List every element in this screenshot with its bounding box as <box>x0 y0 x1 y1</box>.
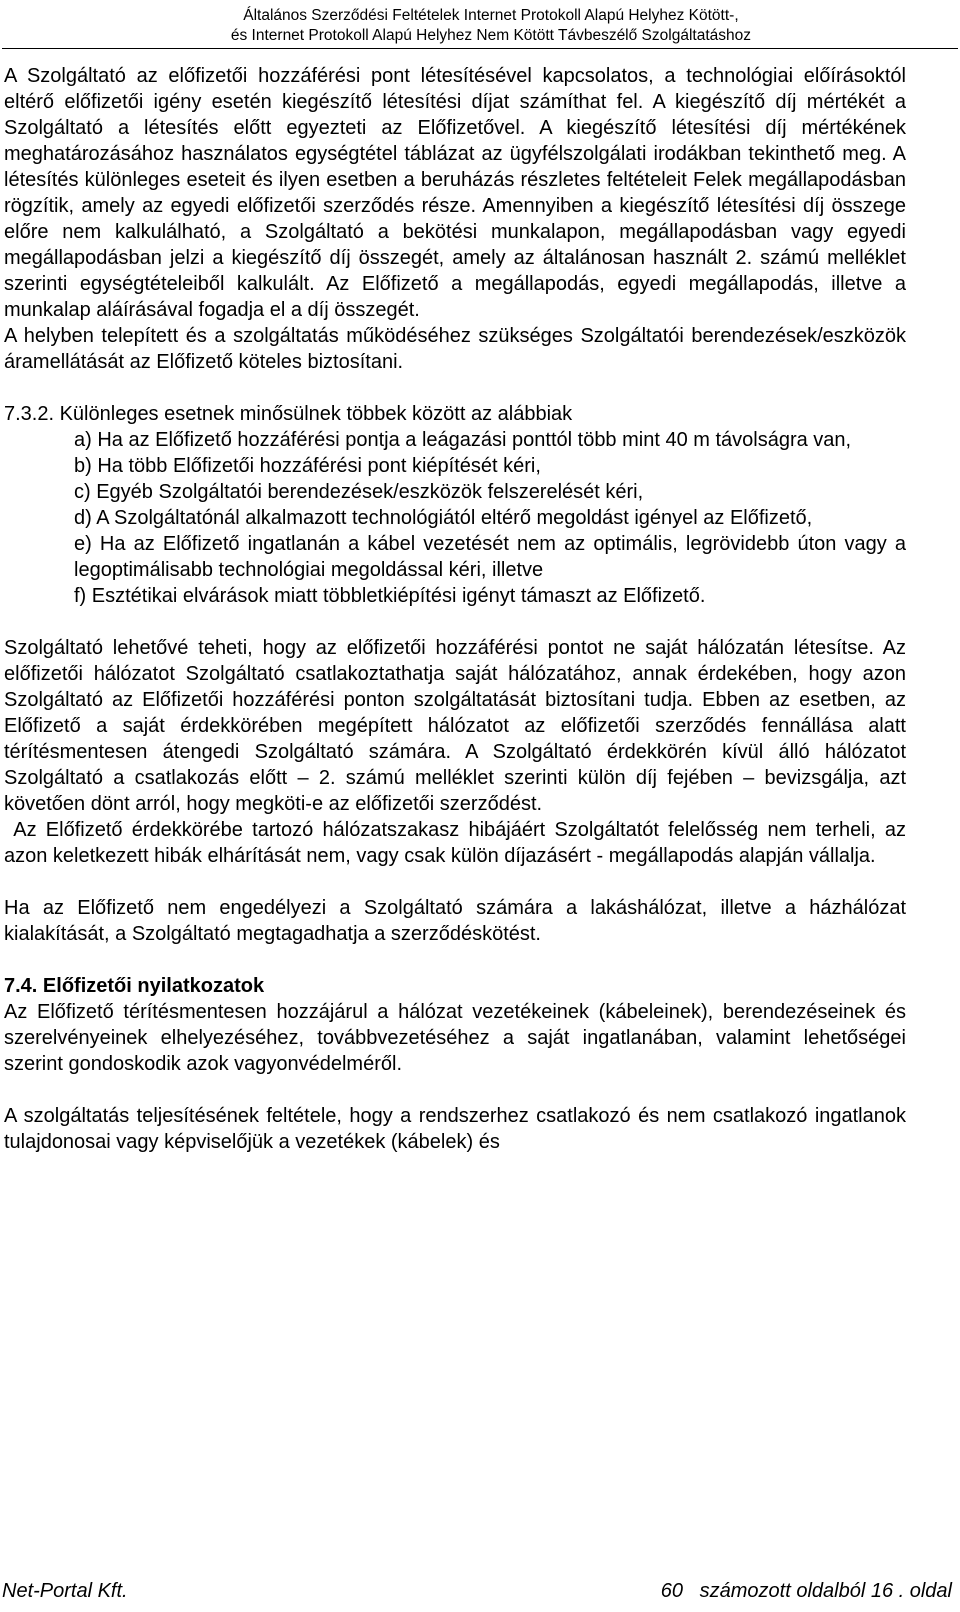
list-item: f) Esztétikai elvárások miatt többletkiépítési igényt támaszt az Előfizető. <box>74 585 706 607</box>
list-item: a) Ha az Előfizető hozzáférési pontja a leágazási ponttól több mint 40 m távolságra van, <box>74 429 852 451</box>
header-line-2: és Internet Protokoll Alapú Helyhez Nem Kötött Távbeszélő Szolgáltatáshoz <box>230 27 751 44</box>
section-heading-7-4 <box>4 973 906 999</box>
list-item: b) Ha több Előfizetői hozzáférési pont kiépítését kéri, <box>74 455 541 477</box>
paragraph-power-supply: A helyben telepített és a szolgáltatás működéséhez szükséges Szolgáltatói berendezések/eszközök áramellátását az Előfizető köteles biztosítani. <box>4 325 906 373</box>
footer-page-info: 60 számozott oldalból 16 . oldal <box>660 1580 952 1602</box>
header-line-1: Általános Szerződési Feltételek Internet Protokoll Alapú Helyhez Kötött-, <box>243 7 739 24</box>
paragraph-subscriber-network: Szolgáltató lehetővé teheti, hogy az előfizetői hozzáférési pontot ne saját hálózatán létesítse. Az előfizetői hálózatot Szolgáltató csatlakoztathatja saját hálózatához, annak érdekében, hogy azon Szolgáltató az Előfizetői hozzáférési ponton szolgáltatását biztosítani tudja. Ebben az esetben, az Előfizető a saját érdekkörében megépített hálózatot az előfizetői szerződés fennállása alatt térítésmentesen átengedi Szolgáltató számára. A Szolgáltató érdekkörén kívül álló hálózatot Szolgáltató a csatlakozás előtt – 2. számú melléklet szerinti külön díj fejében – bevizsgálja, azt követően dönt arról, hogy megköti-e az előfizetői szerződést. <box>4 637 906 815</box>
header-divider <box>2 48 958 49</box>
paragraph-liability: Az Előfizető érdekkörébe tartozó hálózatszakasz hibájáért Szolgáltatót felelősség nem terheli, az azon keletkezett hibák elhárítását nem, vagy csak külön díjazásért - megállapodás alapján vállalja. <box>4 819 912 867</box>
paragraph-refusal: Ha az Előfizető nem engedélyezi a Szolgáltató számára a lakáshálózat, illetve a házhálózat kialakítását, a Szolgáltató megtagadhatja a szerződéskötést. <box>4 897 906 945</box>
paragraph-condition: A szolgáltatás teljesítésének feltétele, hogy a rendszerhez csatlakozó és nem csatlakozó ingatlanok tulajdonosai vagy képviselőjük a vezetékek (kábelek) és <box>4 1105 906 1153</box>
special-cases-list <box>4 427 906 609</box>
list-item: d) A Szolgáltatónál alkalmazott technológiától eltérő megoldást igényel az Előfizető, <box>74 507 813 529</box>
list-item: c) Egyéb Szolgáltatói berendezések/eszközök felszerelését kéri, <box>74 481 644 503</box>
paragraph-supplementary-fee: A Szolgáltató az előfizetői hozzáférési pont létesítésével kapcsolatos, a technológiai előírásoktól eltérő előfizetői igény esetén kiegészítő létesítési díjat számíthat fel. A kiegészítő díj mértékét a Szolgáltató a létesítés előtt egyezteti az Előfizetővel. A kiegészítő létesítési díj mértékének meghatározásához használatos egységtétel táblázat az ügyfélszolgálati irodákban tekinthető meg. A létesítés különleges eseteit és ilyen esetben a beruházás részletes feltételeit Felek megállapodásban rögzítik, amely az egyedi előfizetői szerződés része. Amennyiben a kiegészítő létesítési díj összege előre nem kalkulálható, a Szolgáltató a bekötési munkalapon, megállapodásban vagy egyedi megállapodásban jelzi a kiegészítő díj összegét, amely az általánosan használt 2. számú melléklet szerinti egységtételeiből kalkulált. Az Előfizető a megállapodás, egyedi megállapodás, illetve a munkalap aláírásával fogadja el a díj összegét. <box>4 65 906 321</box>
heading-number: 7.4. <box>4 975 38 997</box>
heading-title: Előfizetői nyilatkozatok <box>42 975 265 997</box>
document-header <box>231 6 751 46</box>
footer-company: Net-Portal Kft. <box>2 1580 128 1602</box>
document-body <box>4 63 912 1155</box>
section-7-3-2-intro: 7.3.2. Különleges esetnek minősülnek többek között az alábbiak <box>4 403 573 425</box>
list-item: e) Ha az Előfizető ingatlanán a kábel vezetését nem az optimális, legrövidebb úton vagy a legoptimálisabb technológiai megoldással kéri, illetve <box>74 533 906 581</box>
paragraph-consent: Az Előfizető térítésmentesen hozzájárul a hálózat vezetékeinek (kábeleinek), berendezéseinek és szerelvényeinek elhelyezéséhez, továbbvezetéséhez a saját ingatlanában, valamint lehetőségei szerint gondoskodik azok vagyonvédelméről. <box>4 1001 906 1075</box>
